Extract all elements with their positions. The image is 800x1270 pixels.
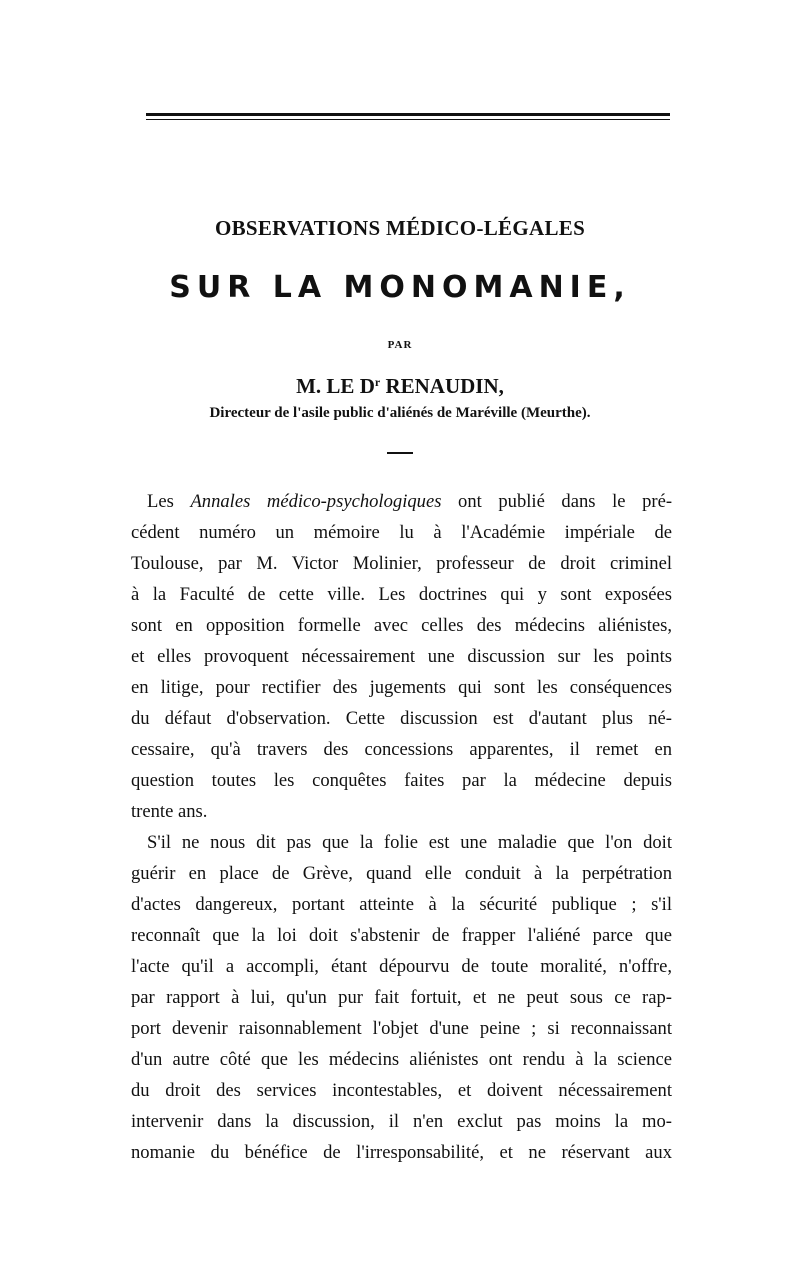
section-divider xyxy=(387,452,413,454)
byline-par: PAR xyxy=(387,339,413,351)
text-line: à la Faculté de cette ville. Les doctrines qui y sont exposées xyxy=(131,584,672,605)
text-line: d'actes dangereux, portant atteinte à la sécurité publique ; s'il xyxy=(131,894,672,915)
text-line: et elles provoquent nécessairement une discussion sur les points xyxy=(131,646,672,667)
text-line: en litige, pour rectifier des jugements qui sont les conséquences xyxy=(131,677,672,698)
author-affiliation: Directeur de l'asile public d'aliénés de Maréville (Meurthe). xyxy=(209,405,591,421)
text-line: trente ans. xyxy=(131,801,208,822)
header-rule-thin xyxy=(146,119,670,120)
text-line: du défaut d'observation. Cette discussion est d'autant plus né- xyxy=(131,708,672,729)
journal-title-italic: Annales médico-psychologiques xyxy=(190,491,442,512)
text-line: d'un autre côté que les médecins aliénistes ont rendu à la science xyxy=(131,1049,672,1070)
text-line: sont en opposition formelle avec celles des médecins aliénistes, xyxy=(131,615,672,636)
text-line: port devenir raisonnablement l'objet d'une peine ; si reconnaissant xyxy=(131,1018,672,1039)
header-rule-thick xyxy=(146,113,670,116)
text-span: ont publié dans le pré- xyxy=(441,491,673,512)
text-line: l'acte qu'il a accompli, étant dépourvu de toute moralité, n'offre, xyxy=(131,956,672,977)
title-line-1: OBSERVATIONS MÉDICO-LÉGALES xyxy=(214,216,586,240)
text-line: du droit des services incontestables, et doivent nécessairement xyxy=(131,1080,672,1101)
text-span: Les xyxy=(147,491,191,512)
author-name xyxy=(150,374,650,399)
text-line: par rapport à lui, qu'un pur fait fortuit, et ne peut sous ce rap- xyxy=(131,987,672,1008)
text-line: cessaire, qu'à travers des concessions apparentes, il remet en xyxy=(131,739,672,760)
text-line: reconnaît que la loi doit s'abstenir de frapper l'aliéné parce que xyxy=(131,925,672,946)
text-line: S'il ne nous dit pas que la folie est une maladie que l'on doit xyxy=(147,832,672,853)
text-line xyxy=(131,486,672,517)
text-line: nomanie du bénéfice de l'irresponsabilité, et ne réservant aux xyxy=(131,1142,672,1163)
text-line: cédent numéro un mémoire lu à l'Académie impériale de xyxy=(131,522,672,543)
author-prefix: M. LE D xyxy=(296,374,375,398)
body-text xyxy=(131,486,672,1168)
text-line: question toutes les conquêtes faites par la médecine depuis xyxy=(131,770,672,791)
text-line: guérir en place de Grève, quand elle conduit à la perpétration xyxy=(131,863,672,884)
text-line: Toulouse, par M. Victor Molinier, professeur de droit criminel xyxy=(131,553,672,574)
author-surname: RENAUDIN, xyxy=(380,374,504,398)
author-title-sup: r xyxy=(374,375,381,389)
title-line-2: SUR LA MONOMANIE, xyxy=(169,270,631,305)
text-line: intervenir dans la discussion, il n'en exclut pas moins la mo- xyxy=(131,1111,672,1132)
